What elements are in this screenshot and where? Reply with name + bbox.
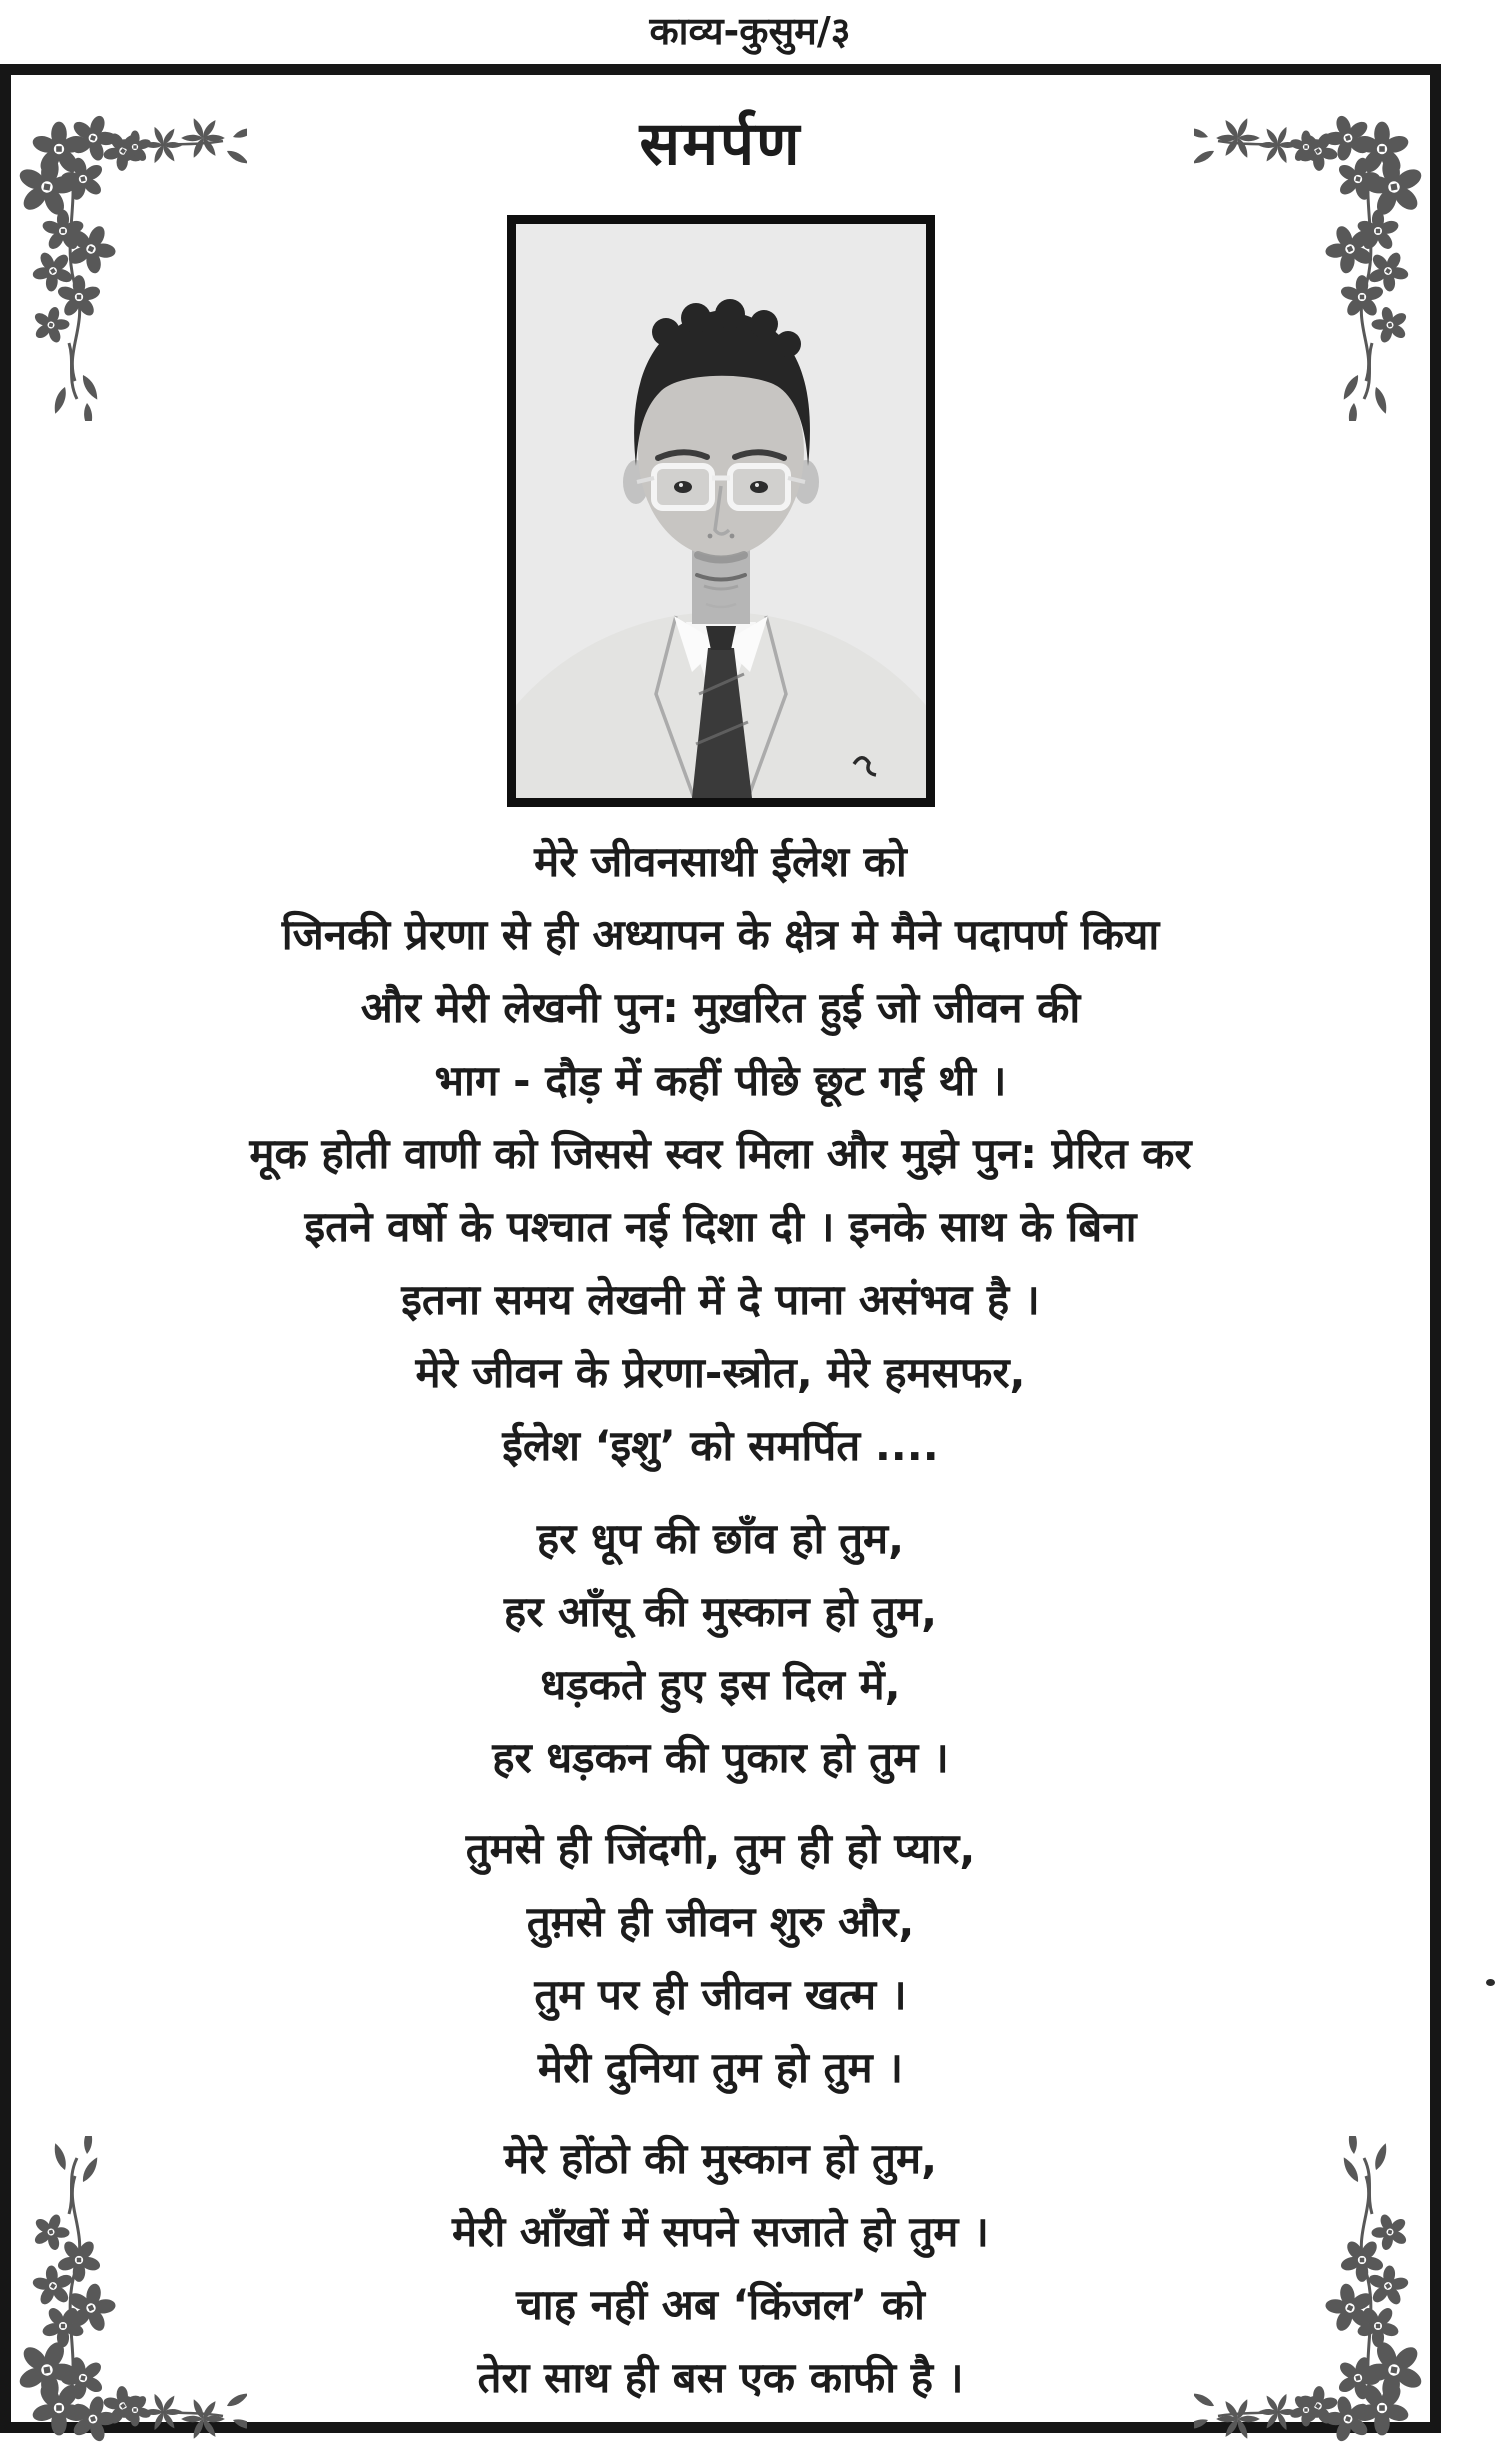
poem-stanza bbox=[11, 2122, 1430, 2414]
dedication-line: इतना समय लेखनी में दे पाना असंभव है । bbox=[401, 1275, 1040, 1324]
page-content bbox=[11, 105, 1430, 2452]
running-head: काव्य-कुसुम/३ bbox=[649, 9, 851, 53]
poem-line: चाह नहीं अब ‘किंजल’ को bbox=[516, 2280, 925, 2329]
dedication-line: जिनकी प्रेरणा से ही अध्यापन के क्षेत्र मे मैने पदापर्ण किया bbox=[281, 910, 1160, 959]
poem-line: धड़कते हुए इस दिल में, bbox=[540, 1660, 901, 1709]
portrait-photo bbox=[507, 215, 935, 807]
page-border-frame bbox=[0, 64, 1441, 2433]
dedication-line: इतने वर्षो के पश्चात नई दिशा दी । इनके साथ के बिना bbox=[304, 1202, 1137, 1251]
dedication-line: मूक होती वाणी को जिससे स्वर मिला और मुझे पुन: प्रेरित कर bbox=[249, 1129, 1192, 1178]
page-title: समर्पण bbox=[639, 109, 802, 179]
stray-ink-dot bbox=[1486, 1979, 1495, 1986]
poem-line: तेरा साथ ही बस एक काफी है । bbox=[477, 2353, 964, 2402]
dedication-line: मेरे जीवनसाथी ईलेश को bbox=[534, 837, 907, 886]
dedication-line: ईलेश ‘इशु’ को समर्पित .... bbox=[502, 1421, 939, 1470]
poem-line: हर धड़कन की पुकार हो तुम । bbox=[492, 1733, 949, 1782]
poem-line: मेरी आँखों में सपने सजाते हो तुम । bbox=[452, 2207, 989, 2256]
poem-line: तुम पर ही जीवन खत्म । bbox=[534, 1970, 907, 2019]
dedication-line: भाग - दौड़ में कहीं पीछे छूट गई थी । bbox=[434, 1056, 1007, 1105]
portrait-illustration bbox=[516, 224, 926, 798]
poem-line: तुम़से ही जीवन शुरु और, bbox=[526, 1897, 915, 1946]
dedication-text bbox=[11, 825, 1430, 1482]
dedication-line: मेरे जीवन के प्रेरणा-स्त्रोत, मेरे हमसफर, bbox=[415, 1348, 1026, 1397]
poem-line: हर आँसू की मुस्कान हो तुम, bbox=[503, 1587, 938, 1636]
poem-line: तुमसे ही जिंदगी, तुम ही हो प्यार, bbox=[465, 1824, 976, 1873]
poem-line: मेरी दुनिया तुम हो तुम । bbox=[537, 2043, 904, 2092]
poem-line: मेरे होंठो की मुस्कान हो तुम, bbox=[503, 2134, 938, 2183]
poem-line: हर धूप की छाँव हो तुम, bbox=[536, 1514, 905, 1563]
dedication-line: और मेरी लेखनी पुन: मुख़रित हुई जो जीवन की bbox=[360, 983, 1081, 1032]
poem-stanza bbox=[11, 1502, 1430, 1794]
poem-stanza bbox=[11, 1812, 1430, 2104]
